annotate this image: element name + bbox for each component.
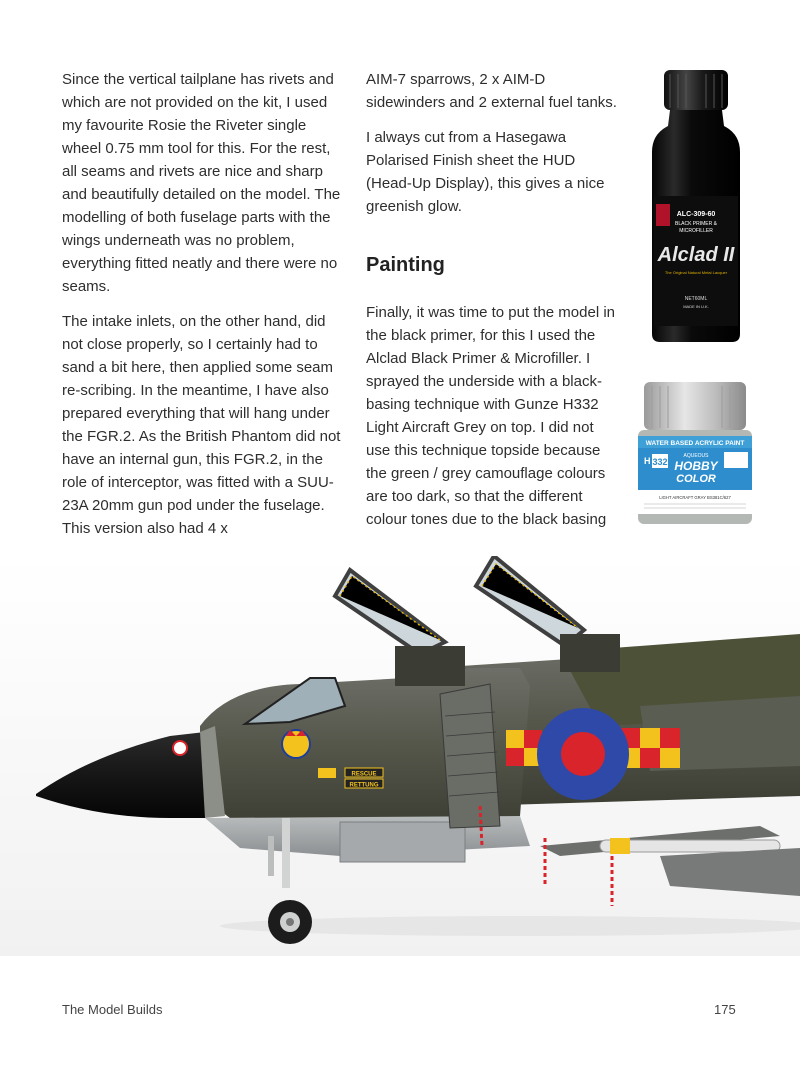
jar-code: 332: [652, 457, 668, 467]
paragraph: Finally, it was time to put the model in the black primer, for this I used the Alclad Black Primer & Microfiller. I sprayed the underside with a black-basing technique with Gunze H332 Light Aircraft Grey on top. I did not use this technique topside because the green / grey camouflage colours are too dark, so that the different colour tones due to the black basing: [366, 304, 615, 528]
paint-jar-image: [634, 378, 756, 526]
rescue-label: RESCUE: [351, 771, 377, 778]
bottle-origin: MADE IN U.K.: [683, 304, 709, 309]
right-text-column: [366, 68, 620, 543]
bottle-name-2: MICROFILLER: [679, 228, 713, 234]
bottle-code: ALC-309-60: [676, 211, 716, 218]
bottle-brand: Alclad II: [657, 244, 735, 266]
bottle-tagline: The Original Natural Metal Lacquer: [664, 270, 728, 275]
jar-desc: LIGHT AIRCRAFT GRAY BS381C/627: [659, 495, 731, 500]
jar-prefix: H: [644, 456, 651, 466]
paragraph: I always cut from a Hasegawa Polarised Finish sheet the HUD (Head-Up Display), this gives a nice greenish glow.: [366, 129, 605, 215]
squadron-badge: [282, 730, 310, 758]
jar-series-main: HOBBY: [674, 459, 718, 473]
jar-banner: WATER BASED ACRYLIC PAINT: [645, 440, 745, 447]
paragraph: The intake inlets, on the other hand, did not close properly, so I certainly had to sand a bit here, then applied some seam re-scribing. In the meantime, I have also prepared everything that will hang under the FGR.2. As the British Phantom did not have an internal gun, this FGR.2, in the role of interceptor, was fitted with a SUU-23A 20mm gun pod under the fuselage. This version also had 4 x: [62, 313, 341, 537]
paragraph: AIM-7 sparrows, 2 x AIM-D sidewinders and 2 external fuel tanks.: [366, 71, 617, 111]
bottle-name-1: BLACK PRIMER &: [675, 221, 717, 227]
left-text-column: [62, 68, 344, 552]
jar-series-top: AQUEOUS: [683, 453, 709, 459]
footer-section-title: The Model Builds: [62, 1002, 163, 1017]
section-heading: Painting: [366, 254, 445, 276]
paragraph: Since the vertical tailplane has rivets and which are not provided on the kit, I used my favourite Rosie the Riveter single wheel 0.75 mm tool for this. For the rest, all seams and rivets are nice and sharp and beautifully detailed on the model. The modelling of both fuselage parts with the wings underneath was no problem, everything fitted neatly and there were no seams.: [62, 71, 341, 295]
jar-series-sub: COLOR: [676, 473, 716, 485]
rescue-label-2: RETTUNG: [349, 782, 379, 789]
phantom-model-photo: [0, 556, 800, 956]
page-number: 175: [714, 1002, 736, 1017]
primer-bottle-image: [648, 68, 744, 344]
bottle-volume: NET60ML: [684, 296, 708, 302]
